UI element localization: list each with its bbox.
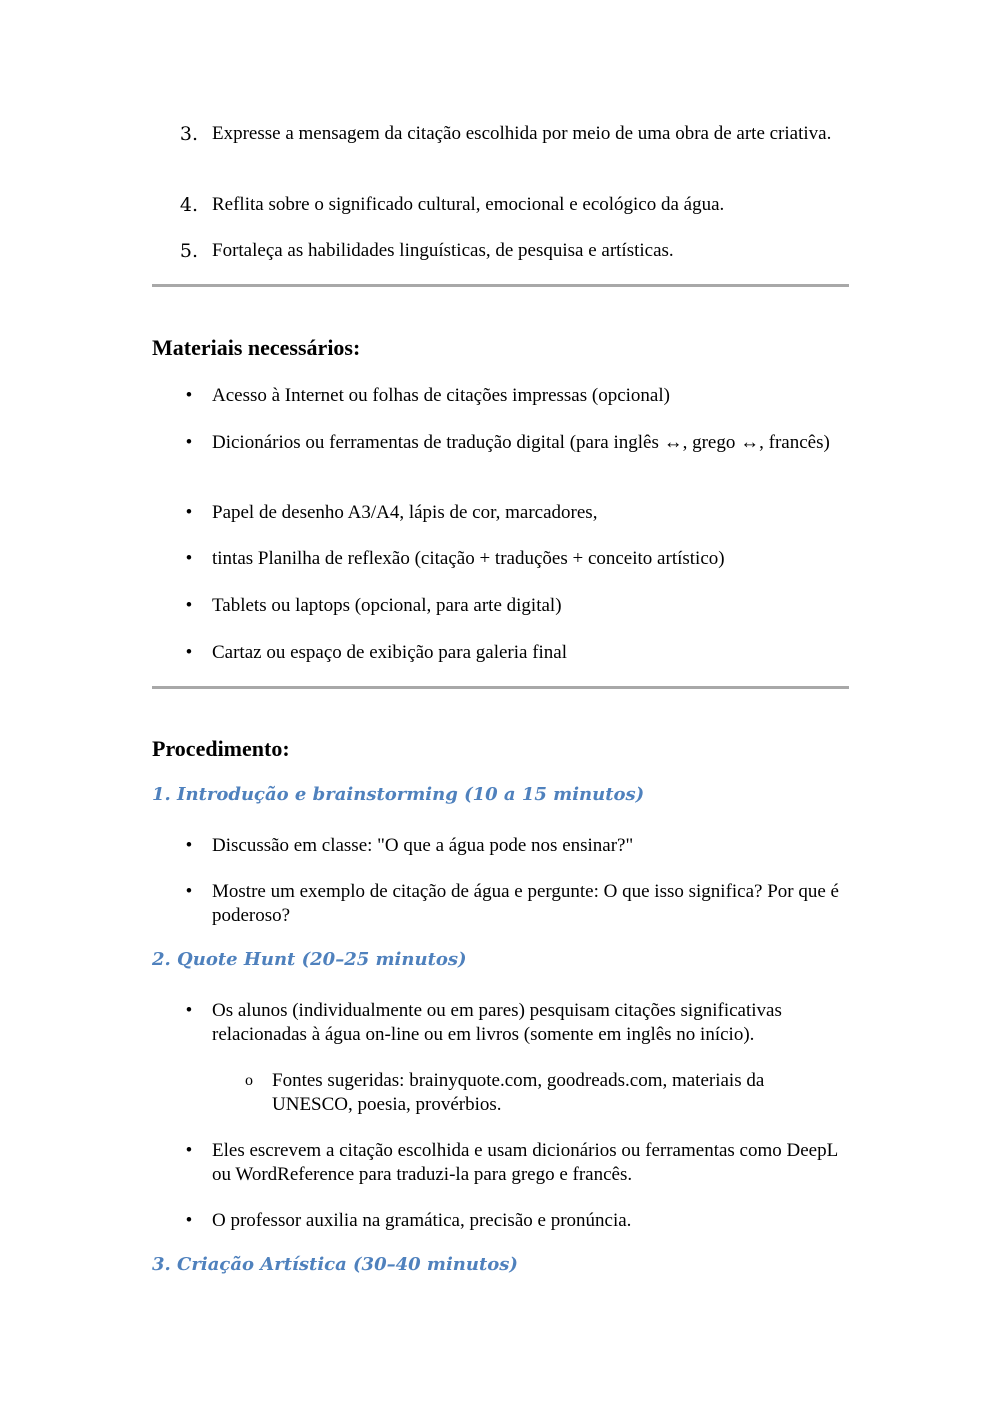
bullet-icon: • — [185, 642, 193, 663]
list-item-text: Acesso à Internet ou folhas de citações impressas (opcional) — [212, 385, 670, 406]
list-item-text: tintas Planilha de reflexão (citação + traduções + conceito artístico) — [212, 548, 725, 569]
bullet-icon: • — [185, 835, 193, 856]
bullet-icon: • — [185, 502, 193, 523]
list-item-text: Eles escrevem a citação escolhida e usam dicionários ou ferramentas como DeepL ou WordReference para traduzi-la para grego e francês. — [212, 1140, 838, 1185]
horizontal-rule — [152, 284, 849, 287]
list-item-text: Reflita sobre o significado cultural, emocional e ecológico da água. — [212, 194, 725, 215]
list-item-text: Tablets ou laptops (opcional, para arte digital) — [212, 595, 562, 616]
list-item-text: Dicionários ou ferramentas de tradução digital (para inglês ↔, grego ↔, francês) — [212, 432, 830, 453]
bullet-icon: • — [185, 1140, 193, 1161]
bullet-icon: • — [185, 548, 193, 569]
list-item-text: Expresse a mensagem da citação escolhida por meio de uma obra de arte criativa. — [212, 123, 832, 144]
bullet-icon: • — [185, 432, 193, 453]
step-3-heading: 3. Criação Artística (30–40 minutos) — [152, 1254, 518, 1275]
bullet-icon: • — [185, 595, 193, 616]
bullet-icon: • — [185, 385, 193, 406]
list-item-text: Discussão em classe: "O que a água pode nos ensinar?" — [212, 835, 634, 856]
materials-heading: Materiais necessários: — [152, 335, 361, 360]
list-item-text: Cartaz ou espaço de exibição para galeria final — [212, 642, 568, 663]
step-2-heading: 2. Quote Hunt (20–25 minutos) — [152, 949, 467, 970]
bullet-icon: • — [185, 1210, 193, 1231]
procedure-heading: Procedimento: — [152, 736, 290, 761]
list-number: 3. — [179, 123, 199, 145]
step-1-heading: 1. Introdução e brainstorming (10 a 15 minutos) — [152, 784, 645, 805]
circle-bullet-icon: o — [245, 1072, 253, 1089]
list-number: 5. — [179, 240, 199, 262]
list-item-text: O professor auxilia na gramática, precisão e pronúncia. — [212, 1210, 632, 1231]
horizontal-rule — [152, 686, 849, 689]
bullet-icon: • — [185, 881, 193, 902]
list-item-text: Os alunos (individualmente ou em pares) pesquisam citações significativas relacionadas à água on-line ou em livros (somente em inglês no início). — [212, 1000, 782, 1045]
sub-list-item-text: Fontes sugeridas: brainyquote.com, goodreads.com, materiais da UNESCO, poesia, provérbios. — [272, 1070, 765, 1115]
list-item-text: Papel de desenho A3/A4, lápis de cor, marcadores, — [212, 502, 598, 523]
bullet-icon: • — [185, 1000, 193, 1021]
list-item-text: Mostre um exemplo de citação de água e pergunte: O que isso significa? Por que é poderoso? — [212, 881, 839, 926]
list-number: 4. — [179, 194, 199, 216]
list-item-text: Fortaleça as habilidades linguísticas, de pesquisa e artísticas. — [212, 240, 674, 261]
